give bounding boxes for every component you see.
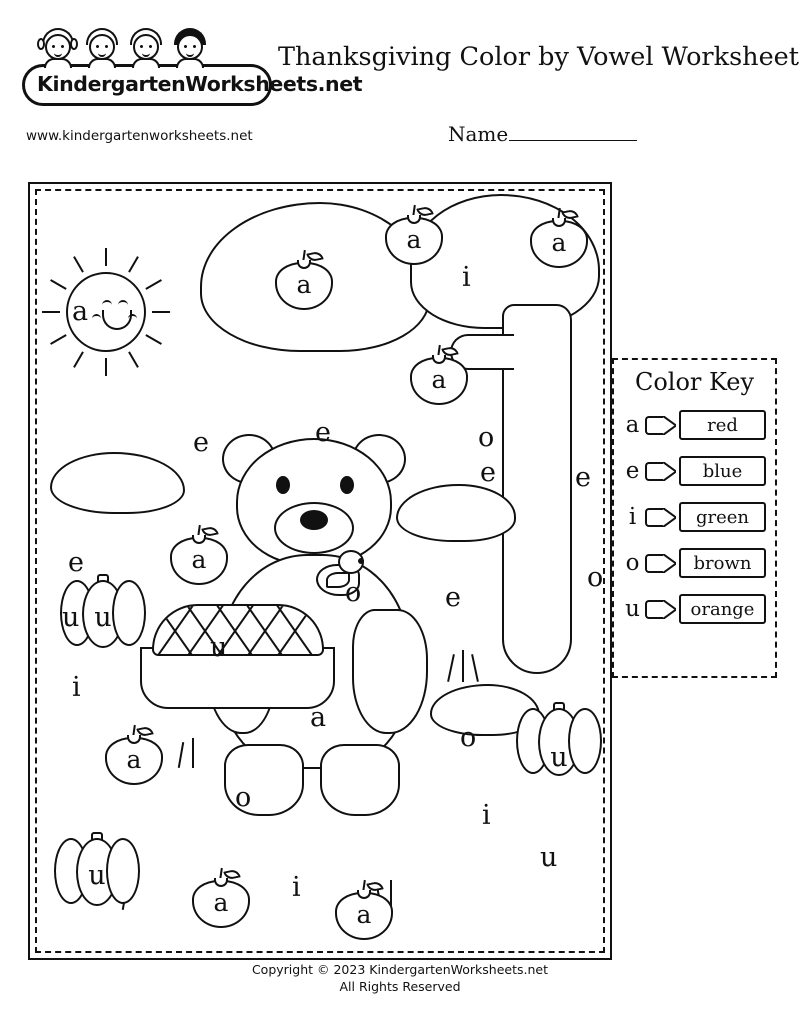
- apple-letter: a: [356, 900, 372, 929]
- color-key-color: blue: [679, 456, 766, 486]
- color-key-row: [614, 402, 775, 448]
- color-key-color: brown: [679, 548, 766, 578]
- grass-tuft: [462, 650, 464, 682]
- pumpkin: [54, 832, 140, 908]
- pumpkin-letter: u: [550, 742, 568, 773]
- scene-letter: i: [482, 800, 491, 831]
- crayon-icon: [645, 416, 675, 435]
- crayon-icon: [645, 508, 675, 527]
- color-key-title: Color Key: [634, 368, 755, 396]
- cloud-left: [50, 452, 185, 514]
- color-key-row: [614, 448, 775, 494]
- apple-letter: a: [296, 270, 312, 299]
- sun-icon: [58, 264, 154, 360]
- color-key-color: red: [679, 410, 766, 440]
- color-key-vowel: u: [625, 596, 640, 622]
- color-key-row: [614, 494, 775, 540]
- page-title: Thanksgiving Color by Vowel Worksheet: [278, 42, 800, 72]
- apple: [275, 254, 333, 310]
- scene-letter: e: [68, 547, 84, 578]
- pumpkin-pie: [140, 604, 335, 709]
- crayon-icon: [645, 554, 675, 573]
- name-label: Name: [448, 122, 509, 146]
- scene-letter: e: [315, 417, 331, 448]
- scene-letter: u: [210, 632, 228, 663]
- scene-letter: e: [575, 462, 591, 493]
- name-field: [448, 122, 637, 146]
- scene-letter: u: [62, 602, 80, 633]
- scene-letter: o: [478, 422, 495, 453]
- name-blank-line[interactable]: [509, 122, 637, 141]
- scene-letter: o: [460, 722, 477, 753]
- crayon-tip-icon: [663, 416, 676, 435]
- apple-letter: a: [213, 888, 229, 917]
- scene-letter: o: [587, 562, 604, 593]
- logo-badge: [22, 64, 363, 106]
- color-key-panel: [612, 358, 777, 678]
- apple: [335, 884, 393, 940]
- apple-letter: a: [406, 225, 422, 254]
- grass-tuft: [192, 738, 194, 768]
- page-footer: [0, 962, 800, 996]
- bird-icon: [308, 550, 372, 606]
- scene-letter: e: [193, 427, 209, 458]
- crayon-icon: [645, 600, 675, 619]
- scene-letter: i: [292, 872, 301, 903]
- apple-letter: a: [191, 545, 207, 574]
- crayon-icon: [645, 462, 675, 481]
- scene-letter: a: [310, 702, 327, 733]
- pumpkin: [516, 702, 602, 778]
- pumpkin-letter: u: [88, 860, 106, 891]
- color-key-row: [614, 540, 775, 586]
- apple: [105, 729, 163, 785]
- coloring-scene: [30, 184, 610, 958]
- crayon-tip-icon: [663, 554, 676, 573]
- crayon-tip-icon: [663, 600, 676, 619]
- crayon-tip-icon: [663, 462, 676, 481]
- apple: [530, 212, 588, 268]
- scene-letter: e: [480, 457, 496, 488]
- scene-letter: u: [540, 842, 558, 873]
- apple: [192, 872, 250, 928]
- apple: [385, 209, 443, 265]
- color-key-row: [614, 586, 775, 632]
- four-kids-icon: [40, 24, 272, 64]
- page-header: [0, 0, 800, 165]
- copyright-line: Copyright © 2023 KindergartenWorksheets.net: [251, 962, 549, 977]
- scene-letter: o: [235, 782, 252, 813]
- color-key-rows: [614, 402, 775, 632]
- scene-letter: i: [72, 672, 81, 703]
- color-key-color: green: [679, 502, 766, 532]
- site-logo[interactable]: [22, 24, 363, 106]
- sun-letter: a: [72, 296, 89, 327]
- color-key-vowel: i: [628, 504, 637, 530]
- apple: [170, 529, 228, 585]
- color-key-vowel: o: [625, 550, 640, 576]
- scene-letter: o: [345, 577, 362, 608]
- rights-line: All Rights Reserved: [339, 978, 461, 994]
- site-url[interactable]: www.kindergartenworksheets.net: [26, 128, 253, 144]
- apple-letter: a: [431, 365, 447, 394]
- grass-tuft: [471, 654, 479, 682]
- color-key-vowel: e: [625, 458, 640, 484]
- crayon-tip-icon: [663, 508, 676, 527]
- scene-letter: i: [462, 262, 471, 293]
- apple: [410, 349, 468, 405]
- scene-letter: e: [445, 582, 461, 613]
- grass-tuft: [178, 742, 184, 768]
- color-key-color: orange: [679, 594, 766, 624]
- pumpkin-letter: u: [94, 602, 112, 633]
- logo-text: KindergartenWorksheets.net: [37, 72, 363, 96]
- apple-letter: a: [551, 228, 567, 257]
- apple-letter: a: [126, 745, 142, 774]
- color-key-vowel: a: [625, 412, 640, 438]
- worksheet-frame: [28, 182, 612, 960]
